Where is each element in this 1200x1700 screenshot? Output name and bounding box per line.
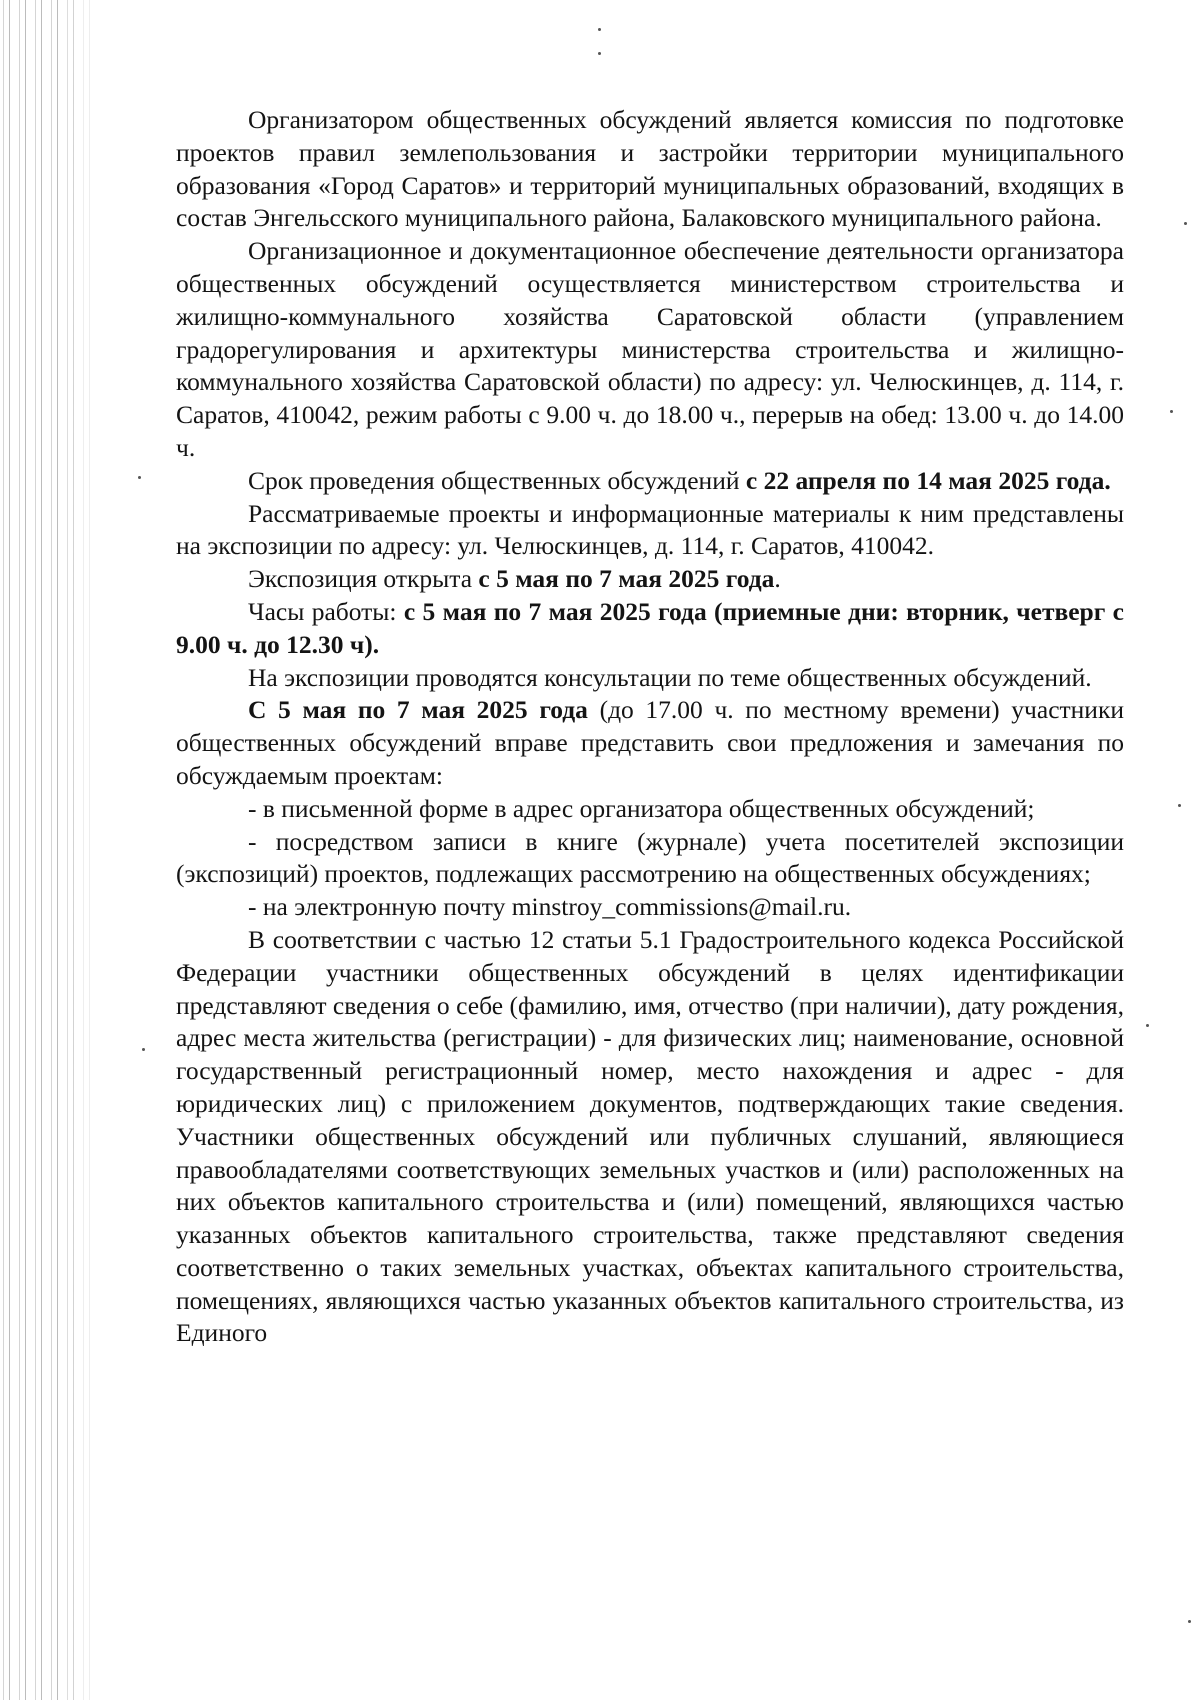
- paragraph-text: Организатором общественных обсуждений является комиссия по подготовке проектов правил землепользования и застройки территории муниципального образования «Город Саратов» и территорий муниципальных образований, входящих в состав Энгельсского муниципального района, Балаковского муниципального района.: [176, 105, 1124, 233]
- list-item-visitor-book: [176, 826, 1124, 892]
- scan-speck: [1178, 804, 1181, 807]
- paragraph-identification: [176, 924, 1124, 1350]
- paragraph-text: .: [774, 564, 781, 594]
- paragraph-consultations: [176, 662, 1124, 695]
- paragraph-proposals: [176, 694, 1124, 792]
- paragraph-text: Рассматриваемые проекты и информационные материалы к ним представлены на экспозиции по адресу: ул. Челюскинцев, д. 114, г. Саратов, 410042.: [176, 498, 1124, 561]
- scan-speck: [1188, 1620, 1191, 1623]
- scan-speck: [138, 476, 141, 479]
- paragraph-text: - посредством записи в книге (журнале) учета посетителей экспозиции (экспозиций) проектов, подлежащих рассмотрению на общественных обсуждениях;: [176, 826, 1124, 889]
- paragraph-bold-text: с 5 мая по 7 мая 2025 года: [478, 564, 775, 594]
- scan-edge-fade: [60, 0, 100, 1700]
- paragraph-text: Экспозиция открыта: [248, 564, 479, 594]
- paragraph-bold-text: с 5 мая по 7 мая 2025 года (приемные дни: вторник, четверг с 9.00 ч. до 12.30 ч).: [176, 596, 1124, 659]
- scan-speck: [142, 1048, 145, 1051]
- paragraph-text: На экспозиции проводятся консультации по теме общественных обсуждений.: [248, 662, 1092, 692]
- paragraph-exposition-open: [176, 563, 1124, 596]
- scan-speck: [598, 52, 601, 55]
- paragraph-text: Часы работы:: [248, 596, 404, 626]
- scan-speck: [1184, 222, 1187, 225]
- paragraph-text: (до 17.00 ч. по местному времени) участники общественных обсуждений вправе представить свои предложения и замечания по обсуждаемым проектам:: [176, 695, 1124, 790]
- paragraph-text: - на электронную почту minstroy_commissions@mail.ru.: [248, 892, 852, 922]
- document-body: [176, 104, 1124, 1350]
- scan-speck: [598, 28, 601, 31]
- list-item-email: [176, 891, 1124, 924]
- scan-speck: [1170, 410, 1173, 413]
- paragraph-text: Срок проведения общественных обсуждений: [248, 465, 746, 495]
- paragraph-working-hours: [176, 596, 1124, 662]
- list-item-written-form: [176, 793, 1124, 826]
- paragraph-organizer: [176, 104, 1124, 235]
- paragraph-duration: [176, 465, 1124, 498]
- scan-speck: [1146, 1024, 1149, 1027]
- paragraph-text: Организационное и документационное обеспечение деятельности организатора общественных обсуждений осуществляется министерством строительства и жилищно-коммунального хозяйства Саратовской области (управлением градорегулирования и архитектуры министерства строительства и жилищно-коммунального хозяйства Саратовской области) по адресу: ул. Челюскинцев, д. 114, г. Саратов, 410042, режим работы с 9.00 ч. до 18.00 ч., перерыв на обед: 13.00 ч. до 14.00 ч.: [176, 236, 1124, 462]
- paragraph-text: - в письменной форме в адрес организатора общественных обсуждений;: [248, 793, 1035, 823]
- paragraph-materials: [176, 498, 1124, 564]
- paragraph-bold-text: С 5 мая по 7 мая 2025 года: [248, 695, 588, 725]
- paragraph-bold-text: с 22 апреля по 14 мая 2025 года.: [745, 465, 1111, 495]
- paragraph-text: В соответствии с частью 12 статьи 5.1 Градостроительного кодекса Российской Федерации участники общественных обсуждений в целях идентификации представляют сведения о себе (фамилию, имя, отчество (при наличии), дату рождения, адрес места жительства (регистрации) - для физических лиц; наименование, основной государственный регистрационный номер, место нахождения и адрес - для юридических лиц) с приложением документов, подтверждающих такие сведения. Участники общественных обсуждений или публичных слушаний, являющиеся правообладателями соответствующих земельных участков и (или) расположенных на них объектов капитального строительства и (или) помещений, являющихся частью указанных объектов капитального строительства, также представляют сведения соответственно о таких земельных участках, объектах капитального строительства, помещениях, являющихся частью указанных объектов капитального строительства, из Единого: [176, 924, 1124, 1348]
- paragraph-support: [176, 235, 1124, 465]
